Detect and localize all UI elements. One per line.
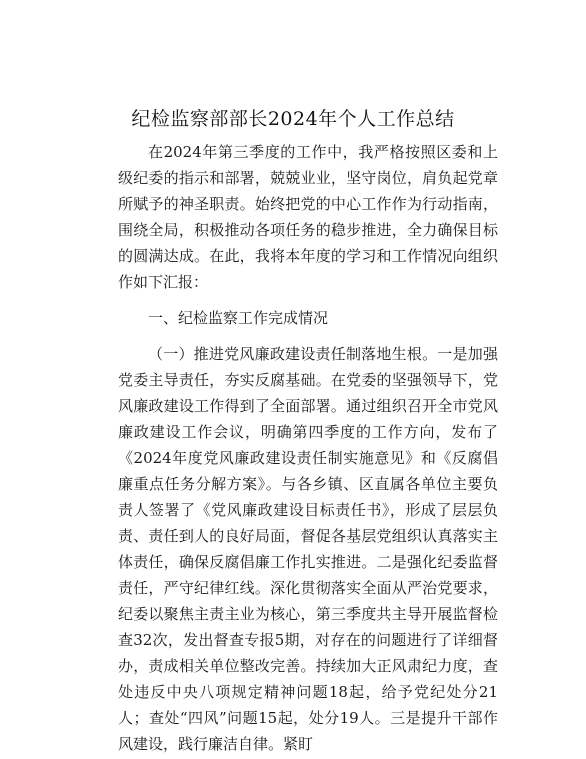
paragraph-gap xyxy=(118,331,498,341)
section-heading: 一、纪检监察工作完成情况 xyxy=(148,309,329,327)
document-title: 纪检监察部部长2024年个人工作总结 xyxy=(131,108,455,130)
document-body xyxy=(118,139,498,757)
section-paragraph: （一）推进党风廉政建设责任制落地生根。一是加强党委主导责任，夯实反腐基础。在党委的坚强领导下，党风廉政建设工作得到了全面部署。通过组织召开全市党风廉政建设工作会议，明确第四季度的工作方向，发布了《2024年度党风廉政建设责任制实施意见》和《反腐倡廉重点任务分解方案》。与各乡镇、区直属各单位主要负责人签署了《党风廉政建设目标责任书》，形成了层层负责、责任到人的良好局面，督促各基层党组织认真落实主体责任，确保反腐倡廉工作扎实推进。二是强化纪委监督责任，严守纪律红线。深化贯彻落实全面从严治党要求，纪委以聚焦主责主业为核心，第三季度共主导开展监督检查32次，发出督查专报5期，对存在的问题进行了详细督办，责成相关单位整改完善。持续加大正风肃纪力度，查处违反中央八项规定精神问题18起，给予党纪处分21人；查处“四风”问题15起，处分19人。三是提升干部作风建设，践行廉洁自律。紧盯 xyxy=(118,345,498,753)
intro-paragraph: 在2024年第三季度的工作中，我严格按照区委和上级纪委的指示和部署，兢兢业业，坚守岗位，肩负起党章所赋予的神圣职责。始终把党的中心工作作为行动指南，围绕全局，积极推动各项任务的稳步推进，全力确保目标的圆满达成。在此，我将本年度的学习和工作情况向组织作如下汇报： xyxy=(118,143,498,291)
paragraph-gap xyxy=(118,295,498,305)
